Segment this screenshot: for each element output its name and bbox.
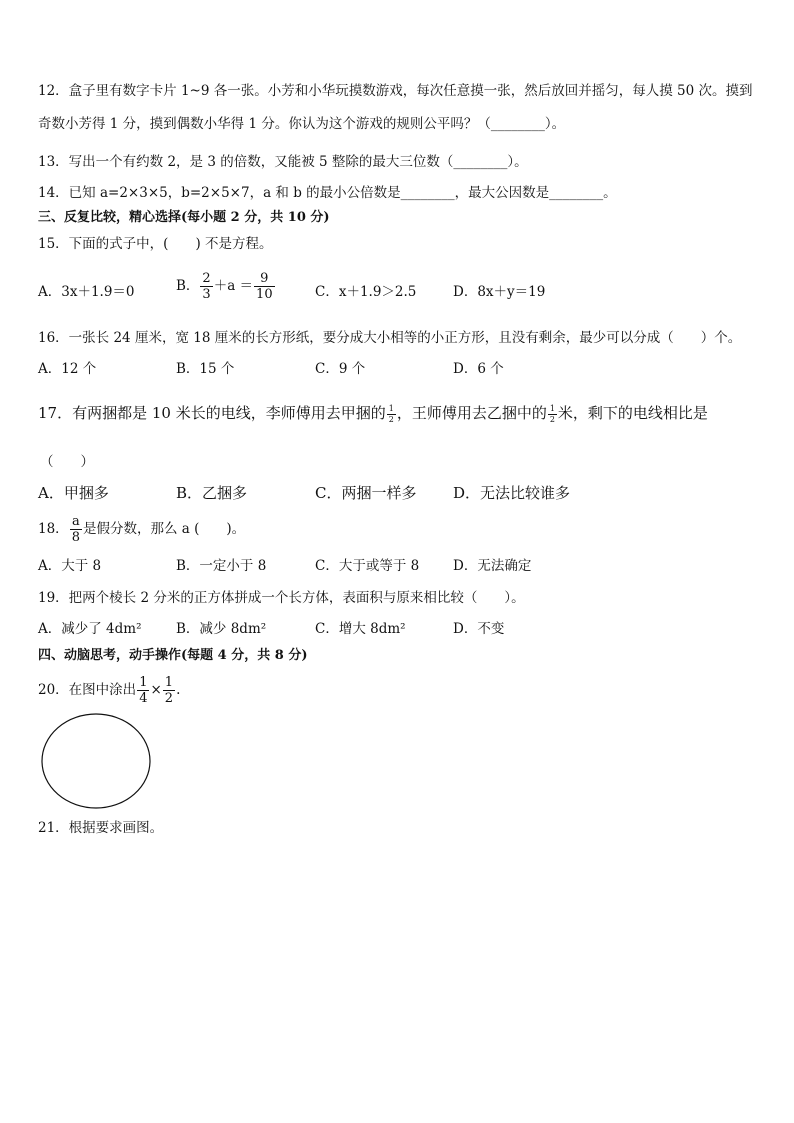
q15-b-fraction-1: $\frac{2}{3}$ [202, 271, 211, 302]
q17-fraction-2: $\frac{1}{2}$ [549, 403, 555, 424]
q15-b-prefix: B． [176, 278, 200, 294]
q17-option-c: C．两捆一样多 [315, 484, 417, 502]
q17-option-a: A．甲捆多 [38, 484, 109, 502]
q16-option-c: C．9 个 [315, 361, 366, 377]
q12-line1: 12．盒子里有数字卡片 1~9 各一张。小芳和小华玩摸数游戏，每次任意摸一张，然后放回并摇匀，每人摸 50 次。摸到 [38, 83, 753, 99]
q16-option-a: A．12 个 [38, 361, 97, 377]
q18-option-b: B．一定小于 8 [176, 558, 267, 574]
q17-option-b: B．乙捆多 [176, 484, 248, 502]
q18-option-a: A．大于 8 [38, 558, 102, 574]
q17-blank: （ ） [40, 454, 94, 470]
q15-option-a: A．3x＋1.9＝0 [38, 284, 135, 300]
q20-circle-figure [40, 712, 152, 814]
q17-fraction-1: $\frac{1}{2}$ [388, 403, 394, 424]
q18-fraction: $\frac{a}{8}$ [71, 514, 80, 545]
q16-option-b: B．15 个 [176, 361, 235, 377]
q20-stem: 20．在图中涂出 $\frac{1}{4}$ × $\frac{1}{2}$ . [38, 675, 181, 706]
q16-stem: 16．一张长 24 厘米，宽 18 厘米的长方形纸，要分成大小相等的小正方形，且没有剩余，最少可以分成（ ）个。 [38, 330, 742, 346]
q18-option-d: D．无法确定 [453, 558, 532, 574]
section-4-title: 四、动脑思考，动手操作(每题 4 分，共 8 分) [38, 648, 308, 663]
q18-option-c: C．大于或等于 8 [315, 558, 420, 574]
q15-option-b [176, 272, 276, 301]
q15-option-d: D．8x＋y＝19 [453, 284, 546, 300]
q19-option-b: B．减少 8dm² [176, 621, 267, 637]
q17-stem: 17．有两捆都是 10 米长的电线，李师傅用去甲捆的 $\frac{1}{2}$ ，王师傅用去乙捆中的 $\frac{1}{2}$ 米，剩下的电线相比是 [38, 403, 708, 424]
section-3-title: 三、反复比较，精心选择(每小题 2 分，共 10 分) [38, 210, 330, 225]
q17-option-d: D．无法比较谁多 [453, 484, 571, 502]
q14-text: 14．已知 a=2×3×5，b=2×5×7，a 和 b 的最小公倍数是________，最大公因数是________。 [38, 185, 617, 201]
q20-fraction-1: $\frac{1}{4}$ [139, 675, 148, 706]
q19-option-d: D．不变 [453, 621, 505, 637]
q19-option-a: A．减少了 4dm² [38, 621, 142, 637]
q15-b-mid: ＋a ＝ [213, 278, 254, 294]
q16-option-d: D．6 个 [453, 361, 504, 377]
circle-shape [40, 712, 152, 810]
q13-text: 13．写出一个有约数 2，是 3 的倍数，又能被 5 整除的最大三位数（________）。 [38, 154, 528, 170]
q15-stem: 15．下面的式子中，( ) 不是方程。 [38, 236, 273, 252]
q15-option-c: C．x＋1.9＞2.5 [315, 284, 417, 300]
q20-fraction-2: $\frac{1}{2}$ [164, 675, 174, 706]
q15-b-fraction-2: $\frac{9}{10}$ [256, 271, 273, 302]
q21-text: 21．根据要求画图。 [38, 820, 164, 836]
q18-stem: 18． $\frac{a}{8}$ 是假分数，那么 a ( )。 [38, 514, 246, 545]
q19-option-c: C．增大 8dm² [315, 621, 406, 637]
q19-stem: 19．把两个棱长 2 分米的正方体拼成一个长方体，表面积与原来相比较（ ）。 [38, 590, 525, 606]
q12-line2: 奇数小芳得 1 分，摸到偶数小华得 1 分。你认为这个游戏的规则公平吗？（________）。 [38, 116, 566, 132]
